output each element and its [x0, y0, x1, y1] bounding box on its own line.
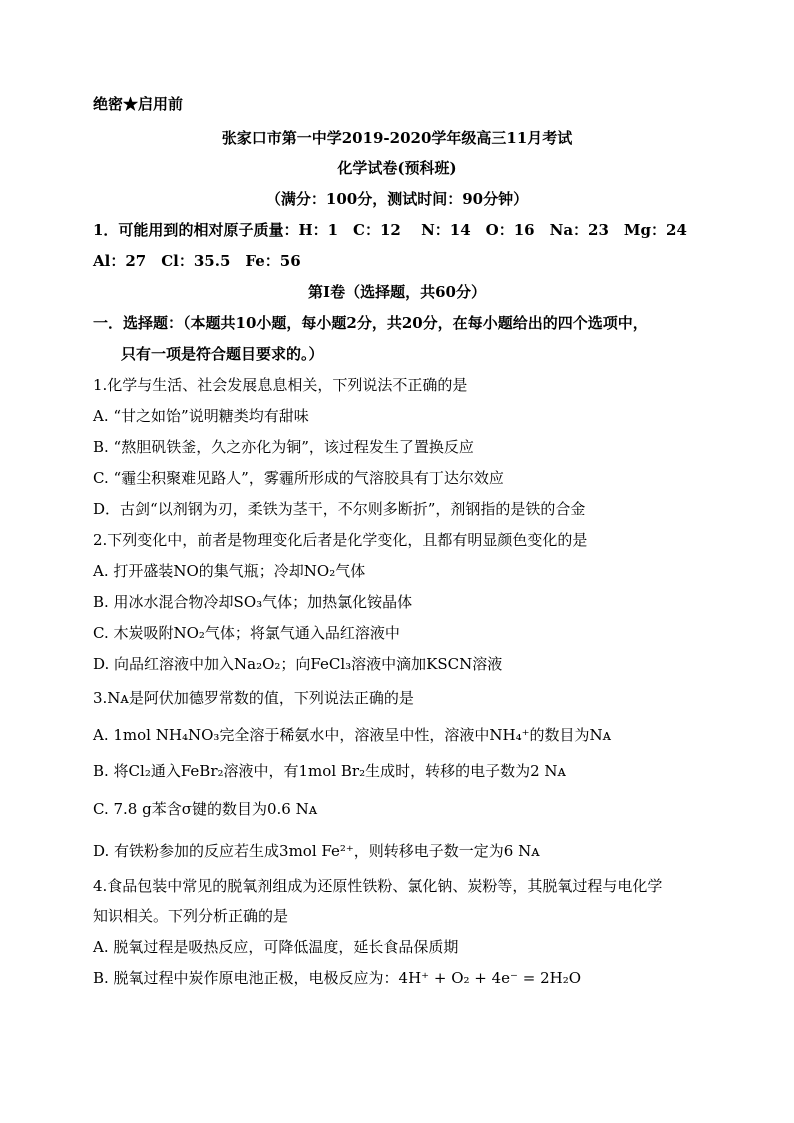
question-1-option-c: C. “霾尘积聚难见路人”，雾霾所形成的气溶胶具有丁达尔效应	[93, 469, 504, 487]
score-time-info: （满分：100分，测试时间：90分钟）	[265, 190, 529, 208]
question-1-option-b: B. “熬胆矾铁釜，久之亦化为铜”，该过程发生了置换反应	[93, 438, 474, 456]
question-3-option-b: B. 将Cl₂通入FeBr₂溶液中，有1mol Br₂生成时，转移的电子数为2 Nᴀ	[93, 762, 567, 780]
exam-subtitle: 化学试卷(预科班)	[337, 159, 457, 177]
section-instruction-line-2: 只有一项是符合题目要求的。）	[121, 345, 324, 363]
question-2-option-a: A. 打开盛装NO的集气瓶；冷却NO₂气体	[93, 562, 366, 580]
section-title: 第Ⅰ卷（选择题，共60分）	[308, 283, 486, 301]
question-1-stem: 1.化学与生活、社会发展息息相关，下列说法不正确的是	[93, 376, 468, 394]
question-3-option-d: D. 有铁粉参加的反应若生成3mol Fe²⁺，则转移电子数一定为6 Nᴀ	[93, 842, 540, 860]
question-2-option-d: D. 向品红溶液中加入Na₂O₂；向FeCl₃溶液中滴加KSCN溶液	[93, 655, 503, 673]
question-4-option-a: A. 脱氧过程是吸热反应，可降低温度，延长食品保质期	[93, 938, 459, 956]
question-2-option-c: C. 木炭吸附NO₂气体；将氯气通入品红溶液中	[93, 624, 400, 642]
exam-title: 张家口市第一中学2019-2020学年级高三11月考试	[221, 129, 573, 147]
question-3-option-a: A. 1mol NH₄NO₃完全溶于稀氨水中，溶液呈中性，溶液中NH₄⁺的数目为Nᴀ	[93, 726, 612, 744]
question-4-option-b: B. 脱氧过程中炭作原电池正极，电极反应为：4H⁺ + O₂ + 4e⁻ = 2H₂O	[93, 969, 582, 987]
confidential-label: 绝密★启用前	[93, 95, 184, 113]
atomic-mass-line-1: 1．可能用到的相对原子质量：H：1 C：12 N：14 O：16 Na：23 Mg：24	[93, 221, 687, 239]
section-instruction-line-1: 一．选择题：（本题共10小题，每小题2分，共20分，在每小题给出的四个选项中，	[93, 314, 648, 332]
question-2-stem: 2.下列变化中，前者是物理变化后者是化学变化，且都有明显颜色变化的是	[93, 531, 588, 549]
question-1-option-a: A. “甘之如饴”说明糖类均有甜味	[93, 407, 309, 425]
question-4-stem-line-1: 4.食品包装中常见的脱氧剂组成为还原性铁粉、氯化钠、炭粉等，其脱氧过程与电化学	[93, 877, 663, 895]
question-3-option-c: C. 7.8 g苯含σ键的数目为0.6 Nᴀ	[93, 800, 318, 818]
question-1-option-d: D．古剑“以剂钢为刃，柔铁为茎干，不尔则多断折”，剂钢指的是铁的合金	[93, 500, 586, 518]
question-4-stem-line-2: 知识相关。下列分析正确的是	[93, 907, 289, 925]
question-3-stem: 3.Nᴀ是阿伏加德罗常数的值，下列说法正确的是	[93, 689, 414, 707]
question-2-option-b: B. 用冰水混合物冷却SO₃气体；加热氯化铵晶体	[93, 593, 413, 611]
atomic-mass-line-2: Al：27 Cl：35.5 Fe：56	[93, 252, 301, 270]
